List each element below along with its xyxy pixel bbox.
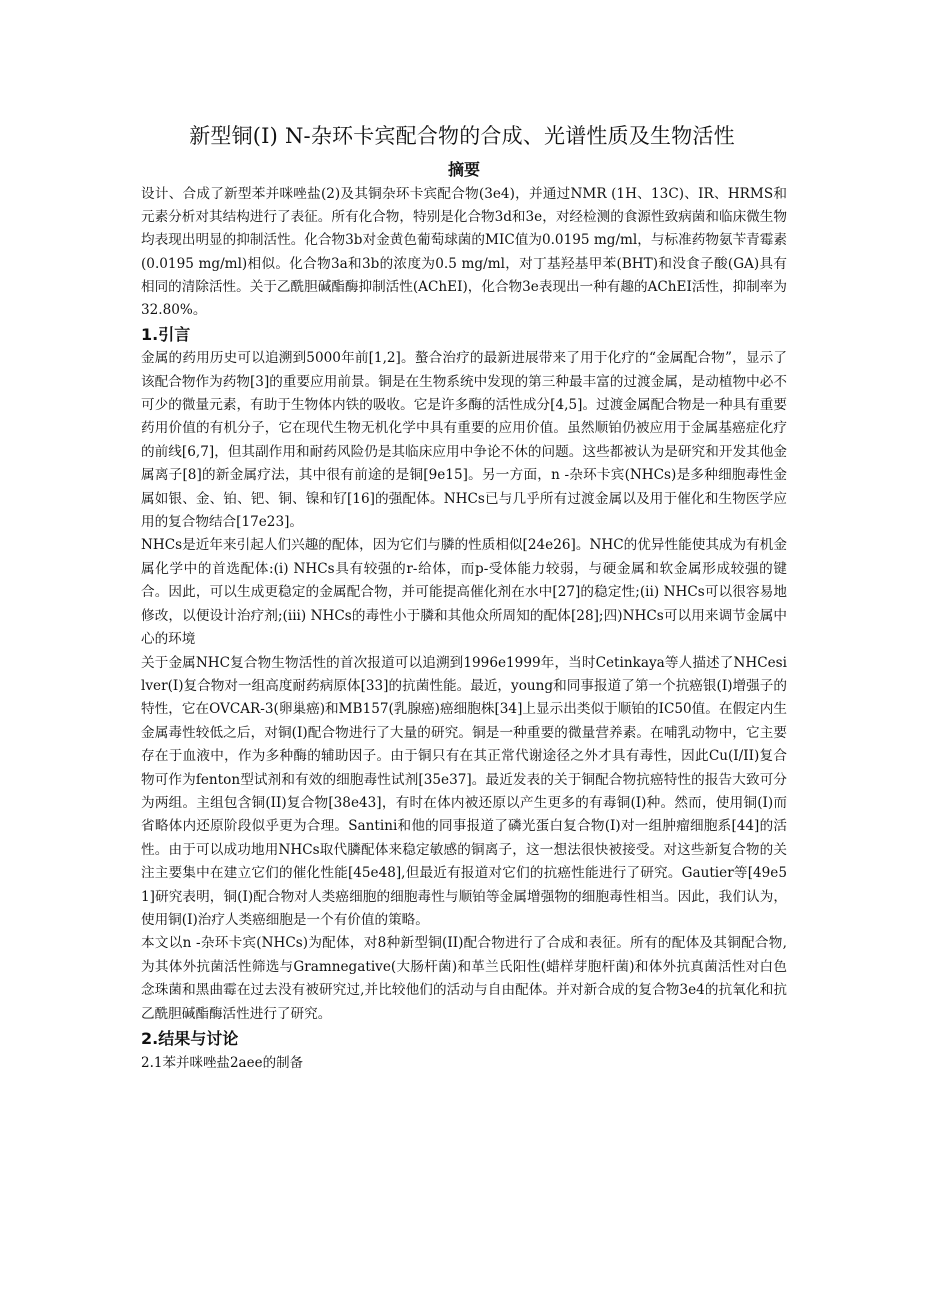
- document-page: [141, 118, 787, 1076]
- section-heading-results: 2.结果与讨论: [141, 1029, 239, 1048]
- intro-paragraph-3: 关于金属NHC复合物生物活性的首次报道可以追溯到1996e1999年，当时Cetinkaya等人描述了NHCesilver(I)复合物对一组高度耐药病原体[33]的抗菌性能。最近，young和同事报道了第一个抗癌银(I)增强子的特性，它在OVCAR-3(卵巢癌)和MB157(乳腺癌)癌细胞株[34]上显示出类似于顺铂的IC50值。在假定内生金属毒性较低之后，对铜(I)配合物进行了大量的研究。铜是一种重要的微量营养素。在哺乳动物中，它主要存在于血液中，作为多种酶的辅助因子。由于铜只有在其正常代谢途径之外才具有毒性，因此Cu(I/II)复合物可作为fenton型试剂和有效的细胞毒性试剂[35e37]。最近发表的关于铜配合物抗癌特性的报告大致可分为两组。主组包含铜(II)复合物[38e43]，有时在体内被还原以产生更多的有毒铜(I)种。然而，使用铜(I)而省略体内还原阶段似乎更为合理。Santini和他的同事报道了磷光蛋白复合物(I)对一组肿瘤细胞系[44]的活性。由于可以成功地用NHCs取代膦配体来稳定敏感的铜离子，这一想法很快被接受。对这些新复合物的关注主要集中在建立它们的催化性能[45e48],但最近有报道对它们的抗癌性能进行了研究。Gautier等[49e51]研究表明，铜(I)配合物对人类癌细胞的细胞毒性与顺铂等金属增强物的细胞毒性相当。因此，我们认为，使用铜(I)治疗人类癌细胞是一个有价值的策略。: [141, 654, 787, 928]
- abstract-paragraph: 设计、合成了新型苯并咪唑盐(2)及其铜杂环卡宾配合物(3e4)，并通过NMR (1H、13C)、IR、HRMS和元素分析对其结构进行了表征。所有化合物，特别是化合物3d和3e，对经检测的食源性致病菌和临床微生物均表现出明显的抑制活性。化合物3b对金黄色葡萄球菌的MIC值为0.0195 mg/ml，与标准药物氨苄青霉素(0.0195 mg/ml)相似。化合物3a和3b的浓度为0.5 mg/ml，对丁基羟基甲苯(BHT)和没食子酸(GA)具有相同的清除活性。关于乙酰胆碱酯酶抑制活性(AChEI)，化合物3e表现出一种有趣的AChEI活性，抑制率为32.80%。: [141, 186, 787, 319]
- abstract-heading: 摘要: [447, 160, 480, 179]
- subsection-heading-2-1: 2.1苯并咪唑盐2aee的制备: [141, 1055, 304, 1071]
- section-heading-introduction: 1.引言: [141, 325, 191, 345]
- intro-paragraph-2: NHCs是近年来引起人们兴趣的配体，因为它们与膦的性质相似[24e26]。NHC的优异性能使其成为有机金属化学中的首选配体:(i) NHCs具有较强的r-给体，而p-受体能力较弱，与硬金属和软金属形成较强的键合。因此，可以生成更稳定的金属配合物，并可能提高催化剂在水中[27]的稳定性;(ii) NHCs可以很容易地修改，以便设计治疗剂;(iii) NHCs的毒性小于膦和其他众所周知的配体[28];四)NHCs可以用来调节金属中心的环境: [141, 537, 787, 648]
- intro-paragraph-4: 本文以n -杂环卡宾(NHCs)为配体，对8种新型铜(II)配合物进行了合成和表征。所有的配体及其铜配合物,为其体外抗菌活性筛选与Gramnegative(大肠杆菌)和革兰氏阳性(蜡样芽胞杆菌)和体外抗真菌活性对白色念珠菌和黑曲霉在过去没有被研究过,并比较他们的活动与自由配体。并对新合成的复合物3e4的抗氧化和抗乙酰胆碱酯酶活性进行了研究。: [141, 935, 787, 1022]
- document-title: 新型铜(I) N-杂环卡宾配合物的合成、光谱性质及生物活性: [189, 124, 735, 148]
- intro-paragraph-1: 金属的药用历史可以追溯到5000年前[1,2]。螯合治疗的最新进展带来了用于化疗的“金属配合物”，显示了该配合物作为药物[3]的重要应用前景。铜是在生物系统中发现的第三种最丰富的过渡金属，是动植物中必不可少的微量元素，有助于生物体内铁的吸收。它是许多酶的活性成分[4,5]。过渡金属配合物是一种具有重要药用价值的有机分子，它在现代生物无机化学中具有重要的应用价值。虽然顺铂仍被应用于金属基癌症化疗的前线[6,7]，但其副作用和耐药风险仍是其临床应用中争论不休的问题。这些都被认为是研究和开发其他金属离子[8]的新金属疗法，其中很有前途的是铜[9e15]。另一方面，n -杂环卡宾(NHCs)是多种细胞毒性金属如银、金、铂、钯、铜、镍和钌[16]的强配体。NHCs已与几乎所有过渡金属以及用于催化和生物医学应用的复合物结合[17e23]。: [141, 350, 787, 531]
